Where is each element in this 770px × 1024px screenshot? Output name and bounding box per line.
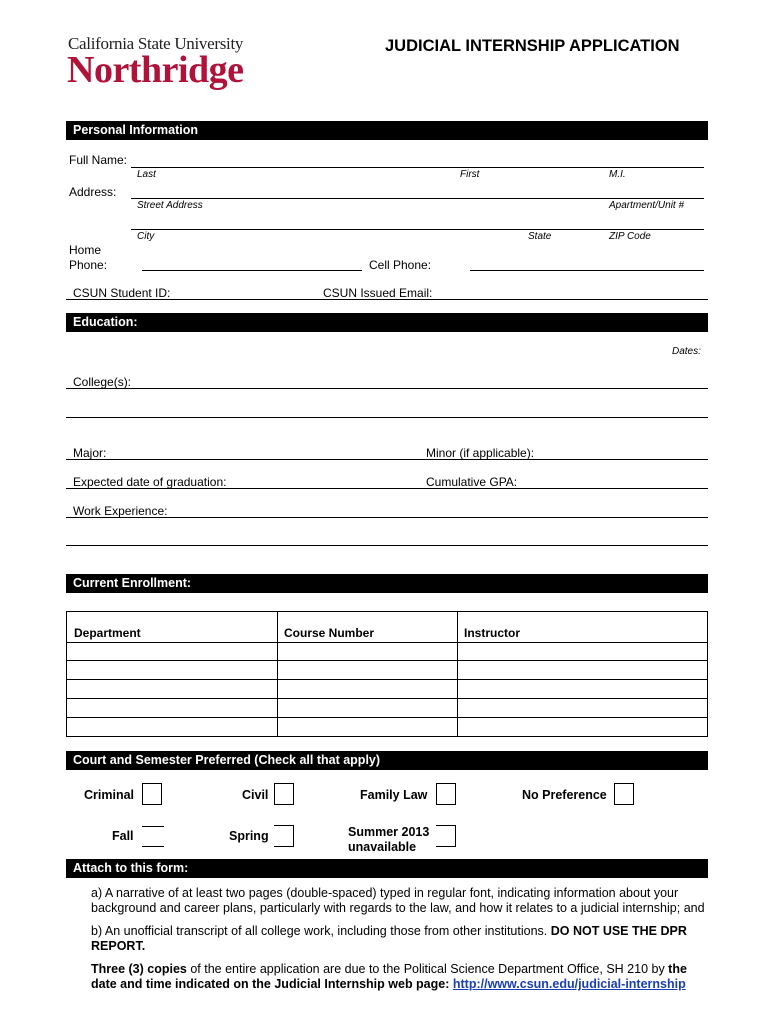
student-id-label: CSUN Student ID: (73, 286, 171, 300)
table-row-divider (67, 717, 707, 718)
minor-label: Minor (if applicable): (426, 446, 535, 460)
column-header-instructor: Instructor (464, 626, 521, 640)
attach-deadline: the date and time indicated on the Judicial Internship web page: (91, 962, 687, 991)
civil-checkbox[interactable] (274, 783, 294, 805)
section-title: Current Enrollment: (73, 576, 192, 590)
colleges-field[interactable] (66, 388, 708, 389)
spring-label: Spring (229, 829, 269, 843)
judicial-internship-link[interactable]: http://www.csun.edu/judicial-internship (452, 977, 686, 991)
email-label: CSUN Issued Email: (323, 286, 433, 300)
zip-sublabel: ZIP Code (609, 231, 651, 242)
section-personal-information (66, 121, 708, 140)
work-experience-field-2[interactable] (66, 545, 708, 546)
attach-item-c-text: of the entire application are due to the Political Science Department Office, SH 210 by (186, 962, 669, 976)
section-title: Attach to this form: (73, 861, 189, 875)
criminal-checkbox[interactable] (142, 783, 162, 805)
major-label: Major: (73, 446, 107, 460)
major-minor-field[interactable] (66, 459, 708, 460)
id-email-field[interactable] (66, 299, 708, 300)
summer-unavailable-label: unavailable (348, 840, 417, 854)
civil-label: Civil (242, 788, 269, 802)
family-law-checkbox[interactable] (436, 783, 456, 805)
cell-phone-label: Cell Phone: (369, 258, 432, 272)
work-experience-field[interactable] (66, 517, 708, 518)
fall-checkbox-bottom[interactable] (142, 846, 164, 847)
table-row-divider (67, 679, 707, 680)
attach-copies: Three (3) copies (91, 962, 187, 976)
enrollment-table (66, 611, 708, 737)
section-title: Court and Semester Preferred (Check all that apply) (73, 753, 381, 767)
full-name-label: Full Name: (69, 153, 128, 167)
gpa-label: Cumulative GPA: (426, 475, 518, 489)
state-sublabel: State (528, 231, 552, 242)
criminal-label: Criminal (84, 788, 135, 802)
home-label: Home (69, 243, 102, 257)
city-state-zip-field[interactable] (131, 229, 704, 230)
city-sublabel: City (137, 231, 155, 242)
attach-item-b-warning: DO NOT USE THE DPR REPORT. (91, 924, 687, 953)
table-row-divider (67, 660, 707, 661)
first-sublabel: First (460, 169, 480, 180)
attach-item-b (91, 924, 711, 954)
last-sublabel: Last (137, 169, 156, 180)
logo-university-name: California State University (68, 34, 244, 53)
colleges-label: College(s): (73, 375, 132, 389)
spring-checkbox[interactable] (274, 825, 294, 847)
section-current-enrollment (66, 574, 708, 593)
section-title: Personal Information (73, 123, 199, 137)
dates-label: Dates: (672, 346, 701, 357)
table-row-divider (67, 698, 707, 699)
graduation-label: Expected date of graduation: (73, 475, 227, 489)
street-sublabel: Street Address (137, 200, 203, 211)
mi-sublabel: M.I. (609, 169, 626, 180)
logo-campus-name: Northridge (67, 49, 244, 91)
work-experience-label: Work Experience: (73, 504, 168, 518)
no-preference-checkbox[interactable] (614, 783, 634, 805)
address-label: Address: (69, 185, 117, 199)
fall-checkbox-top[interactable] (142, 826, 164, 827)
home-phone-field[interactable] (142, 270, 362, 271)
section-attach (66, 859, 708, 878)
attach-item-b-text: b) An unofficial transcript of all college work, including those from other institutions. (91, 924, 551, 938)
street-address-field[interactable] (131, 198, 704, 199)
apt-sublabel: Apartment/Unit # (609, 200, 685, 211)
graduation-gpa-field[interactable] (66, 488, 708, 489)
fall-label: Fall (112, 829, 134, 843)
column-header-course-number: Course Number (284, 626, 375, 640)
section-court-semester (66, 751, 708, 770)
summer-checkbox[interactable] (436, 825, 456, 847)
column-header-department: Department (74, 626, 141, 640)
section-education (66, 313, 708, 332)
attach-item-c (91, 962, 711, 992)
colleges-field-2[interactable] (66, 417, 708, 418)
attach-item-a: a) A narrative of at least two pages (double-spaced) typed in regular font, indicating information about your background and career plans, particularly with regards to the law, and how it relates to a judicial internship; and (91, 886, 705, 915)
full-name-field[interactable] (131, 167, 704, 168)
no-preference-label: No Preference (522, 788, 607, 802)
section-title: Education: (73, 315, 138, 329)
phone-label: Phone: (69, 258, 108, 272)
family-law-label: Family Law (360, 788, 428, 802)
page-title: JUDICIAL INTERNSHIP APPLICATION (385, 37, 680, 55)
table-row-divider (67, 642, 707, 643)
summer-label: Summer 2013 (348, 825, 430, 839)
cell-phone-field[interactable] (470, 270, 704, 271)
